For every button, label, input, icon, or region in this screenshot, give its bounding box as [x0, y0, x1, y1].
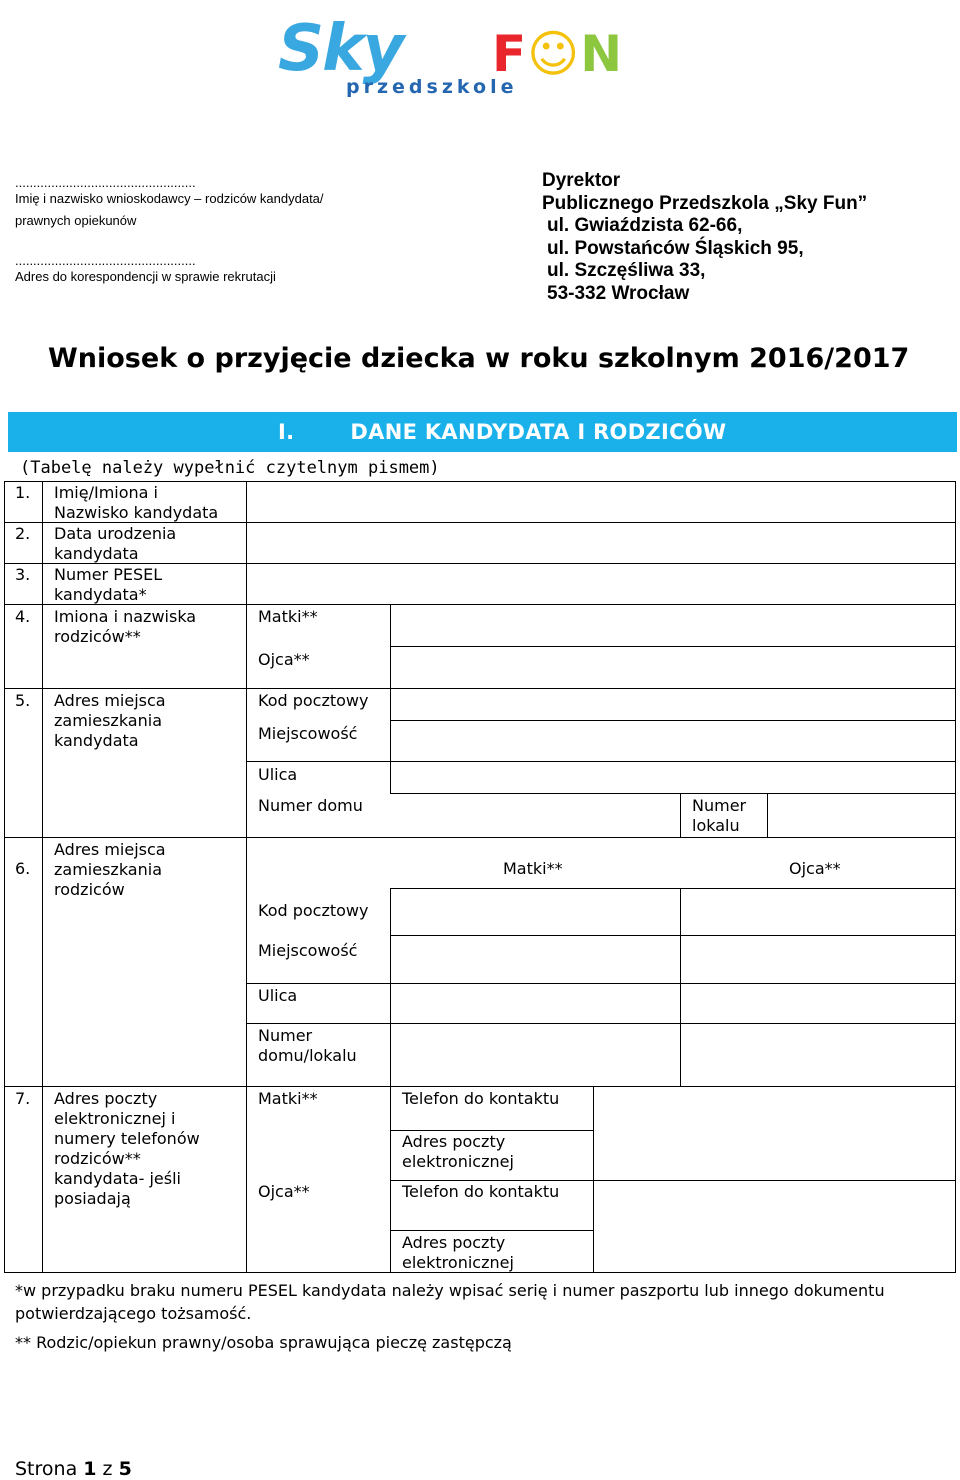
section-numeral: I. [278, 420, 295, 444]
label-line: rodziców** [54, 627, 141, 646]
label-line: Numer [258, 1026, 313, 1045]
address-row-divider [390, 793, 955, 794]
applicant-address-dots: .................................................. [15, 253, 196, 268]
logo-smile-icon: ☺ [527, 25, 581, 83]
label-line: Adres poczty [402, 1233, 506, 1252]
table-border-top [4, 481, 955, 482]
father-label: Ojca** [258, 650, 310, 669]
label-line: Numer PESEL [54, 565, 163, 584]
logo-subtitle: przedszkole [346, 76, 518, 98]
contact-row-divider [390, 1180, 955, 1181]
row-label-pesel [54, 565, 162, 605]
table-border-left [4, 481, 5, 1273]
phone-label: Telefon do kontaktu [402, 1182, 560, 1201]
recipient-line: Publicznego Przedszkola „Sky Fun” [542, 192, 868, 214]
section-header [278, 420, 726, 444]
label-line: elektronicznej [402, 1152, 514, 1171]
label-line: lokalu [692, 816, 740, 835]
locality-label: Miejscowość [258, 724, 358, 743]
house-flat-number-label [258, 1026, 357, 1066]
parent-address-divider [390, 888, 391, 1086]
row-number: 2. [15, 524, 31, 543]
row-number: 6. [15, 859, 31, 878]
label-line: Imiona i nazwiska [54, 607, 197, 626]
postal-code-label: Kod pocztowy [258, 691, 369, 710]
row-number: 5. [15, 691, 31, 710]
father-column-header: Ojca** [789, 859, 841, 878]
parent-address-row-divider [390, 888, 955, 889]
row-divider [4, 837, 955, 838]
row-label-candidate-name [54, 483, 218, 523]
flat-number-divider [767, 793, 768, 837]
fill-instruction: (Tabelę należy wypełnić czytelnym pismem) [20, 458, 440, 478]
parent-name-row-divider [390, 646, 955, 647]
recipient-block [542, 170, 867, 305]
contact-row-divider [390, 1130, 593, 1131]
row-label-birth-date [54, 524, 176, 564]
applicant-name-label-cont: prawnych opiekunów [15, 213, 137, 228]
mother-label: Matki** [258, 607, 318, 626]
applicant-name-dots: .................................................. [15, 175, 196, 190]
row-divider [4, 688, 955, 689]
num-column-divider [42, 481, 43, 1273]
contact-divider [390, 1086, 391, 1272]
flat-number-divider [680, 793, 681, 837]
label-line: zamieszkania [54, 860, 162, 879]
label-line: Data urodzenia [54, 524, 177, 543]
parent-address-row-divider [390, 935, 955, 936]
label-line: Imię/Imiona i [54, 483, 158, 502]
label-line: kandydata- jeśli [54, 1169, 181, 1188]
label-line: rodziców** [54, 1149, 141, 1168]
footnote-pesel: *w przypadku braku numeru PESEL kandydata należy wpisać serię i numer paszportu lub innego dokumentu potwierdzającego tożsamość. [15, 1281, 885, 1323]
label-line: Numer [692, 796, 747, 815]
address-row-divider [390, 720, 955, 721]
postal-code-label: Kod pocztowy [258, 901, 369, 920]
applicant-name-label: Imię i nazwisko wnioskodawcy – rodziców kandydata/ [15, 191, 324, 206]
row-label-contact [54, 1089, 200, 1209]
row-number: 7. [15, 1089, 31, 1108]
table-border-right [955, 481, 956, 1273]
row-label-parent-address [54, 840, 166, 900]
row-number: 1. [15, 483, 31, 502]
label-line: kandydata [54, 544, 139, 563]
phone-label: Telefon do kontaktu [402, 1089, 560, 1108]
street-label: Ulica [258, 986, 298, 1005]
contact-row-divider [390, 1230, 593, 1231]
label-line: Adres poczty [402, 1132, 506, 1151]
label-line: Adres miejsca [54, 691, 166, 710]
address-row-divider [246, 761, 955, 762]
recipient-line: ul. Gwiaździsta 62-66, [547, 215, 743, 236]
father-label: Ojca** [258, 1182, 310, 1201]
contact-divider [593, 1086, 594, 1272]
address-value-divider [390, 688, 391, 793]
recipient-line: Dyrektor [542, 170, 621, 191]
recipient-line: 53-332 Wrocław [547, 282, 690, 304]
label-line: Nazwisko kandydata [54, 503, 219, 522]
email-label [402, 1132, 514, 1172]
label-line: rodziców [54, 880, 125, 899]
flat-number-label [692, 796, 746, 836]
section-heading: DANE KANDYDATA I RODZICÓW [350, 420, 727, 444]
logo-text-sky: Sky [278, 12, 403, 86]
label-line: zamieszkania [54, 711, 162, 730]
label-line: Adres poczty [54, 1089, 158, 1108]
page-prefix: Strona [15, 1458, 78, 1480]
logo-letter-f: F [492, 25, 528, 83]
label-column-divider [246, 481, 247, 1273]
row-label-parent-names [54, 607, 196, 647]
parent-address-divider [680, 888, 681, 1086]
skyfun-logo [270, 14, 690, 104]
row-label-candidate-address [54, 691, 166, 751]
house-number-label: Numer domu [258, 796, 363, 815]
applicant-block [15, 175, 324, 288]
parent-address-row-divider [246, 983, 955, 984]
parent-address-row-divider [246, 1023, 955, 1024]
label-line: elektronicznej i [54, 1109, 176, 1128]
page-current: 1 [83, 1458, 97, 1480]
page-number [15, 1458, 132, 1480]
locality-label: Miejscowość [258, 941, 358, 960]
label-line: Adres miejsca [54, 840, 166, 859]
recipient-line: ul. Powstańców Śląskich 95, [547, 237, 804, 259]
row-number: 4. [15, 607, 31, 626]
logo-letter-n: N [580, 25, 624, 83]
page-title: Wniosek o przyjęcie dziecka w roku szkolnym 2016/2017 [48, 343, 910, 374]
footnote-parent: ** Rodzic/opiekun prawny/osoba sprawująca pieczę zastępczą [15, 1333, 512, 1352]
recipient-line: ul. Szczęśliwa 33, [547, 260, 706, 281]
label-line: domu/lokalu [258, 1046, 357, 1065]
label-line: elektronicznej [402, 1253, 514, 1272]
row-divider [4, 1086, 955, 1087]
label-line: posiadają [54, 1189, 131, 1208]
email-label [402, 1233, 514, 1273]
mother-column-header: Matki** [503, 859, 563, 878]
logo-text-fun [492, 26, 623, 82]
page-total: 5 [118, 1458, 132, 1480]
street-label: Ulica [258, 765, 298, 784]
label-line: kandydata* [54, 585, 147, 604]
mother-label: Matki** [258, 1089, 318, 1108]
page-sep: z [102, 1458, 113, 1480]
row-number: 3. [15, 565, 31, 584]
label-line: kandydata [54, 731, 139, 750]
label-line: numery telefonów [54, 1129, 200, 1148]
applicant-address-label: Adres do korespondencji w sprawie rekrutacji [15, 269, 276, 284]
